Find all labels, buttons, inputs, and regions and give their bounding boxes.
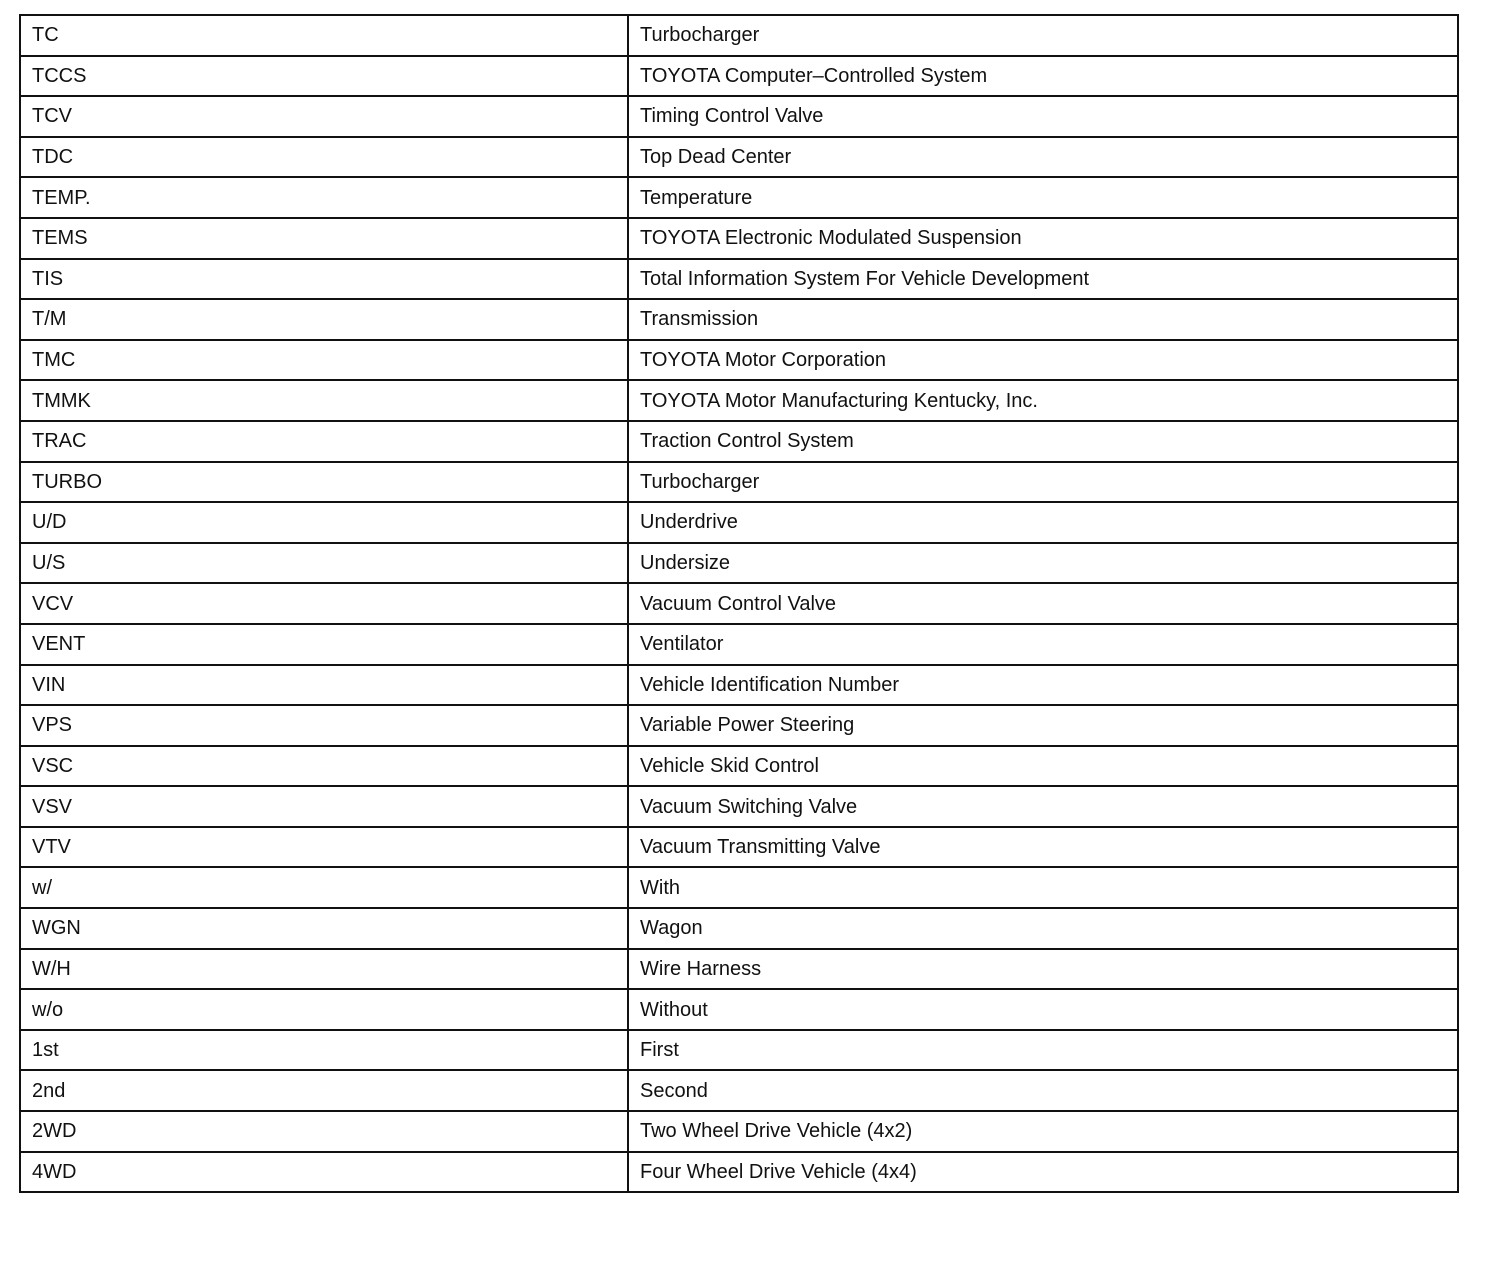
meaning-cell: Temperature	[628, 177, 1458, 218]
meaning-cell: Variable Power Steering	[628, 705, 1458, 746]
table-row	[20, 259, 1458, 300]
abbreviation-cell: U/S	[20, 543, 628, 584]
meaning-cell: Timing Control Valve	[628, 96, 1458, 137]
meaning-cell: Traction Control System	[628, 421, 1458, 462]
table-row	[20, 1152, 1458, 1193]
table-row	[20, 1111, 1458, 1152]
meaning-cell: Ventilator	[628, 624, 1458, 665]
abbreviation-cell: VSC	[20, 746, 628, 787]
abbreviation-cell: TEMP.	[20, 177, 628, 218]
abbreviation-cell: TCCS	[20, 56, 628, 97]
table-row	[20, 543, 1458, 584]
table-row	[20, 786, 1458, 827]
table-row	[20, 340, 1458, 381]
table-row	[20, 583, 1458, 624]
abbreviation-cell: VTV	[20, 827, 628, 868]
abbreviation-cell: TMC	[20, 340, 628, 381]
meaning-cell: TOYOTA Motor Corporation	[628, 340, 1458, 381]
meaning-cell: Transmission	[628, 299, 1458, 340]
abbreviation-cell: TCV	[20, 96, 628, 137]
abbreviation-cell: TC	[20, 15, 628, 56]
abbreviation-cell: TURBO	[20, 462, 628, 503]
meaning-cell: Turbocharger	[628, 462, 1458, 503]
table-row	[20, 421, 1458, 462]
table-row	[20, 867, 1458, 908]
table-row	[20, 96, 1458, 137]
abbreviation-cell: TEMS	[20, 218, 628, 259]
table-row	[20, 218, 1458, 259]
abbreviation-cell: VENT	[20, 624, 628, 665]
meaning-cell: First	[628, 1030, 1458, 1071]
table-row	[20, 137, 1458, 178]
abbreviation-table-body	[20, 15, 1458, 1192]
table-row	[20, 989, 1458, 1030]
abbreviation-cell: 4WD	[20, 1152, 628, 1193]
table-row	[20, 827, 1458, 868]
meaning-cell: Without	[628, 989, 1458, 1030]
table-row	[20, 705, 1458, 746]
abbreviation-table	[19, 14, 1459, 1193]
abbreviation-cell: VCV	[20, 583, 628, 624]
abbreviation-cell: TDC	[20, 137, 628, 178]
meaning-cell: Second	[628, 1070, 1458, 1111]
table-row	[20, 299, 1458, 340]
meaning-cell: Vacuum Control Valve	[628, 583, 1458, 624]
meaning-cell: Total Information System For Vehicle Development	[628, 259, 1458, 300]
table-row	[20, 15, 1458, 56]
table-row	[20, 177, 1458, 218]
meaning-cell: TOYOTA Computer–Controlled System	[628, 56, 1458, 97]
meaning-cell: Undersize	[628, 543, 1458, 584]
abbreviation-cell: WGN	[20, 908, 628, 949]
abbreviation-cell: W/H	[20, 949, 628, 990]
meaning-cell: TOYOTA Motor Manufacturing Kentucky, Inc.	[628, 380, 1458, 421]
table-row	[20, 380, 1458, 421]
abbreviation-cell: 2WD	[20, 1111, 628, 1152]
table-row	[20, 949, 1458, 990]
meaning-cell: Two Wheel Drive Vehicle (4x2)	[628, 1111, 1458, 1152]
meaning-cell: Vacuum Transmitting Valve	[628, 827, 1458, 868]
abbreviation-cell: w/o	[20, 989, 628, 1030]
meaning-cell: Underdrive	[628, 502, 1458, 543]
abbreviation-cell: VIN	[20, 665, 628, 706]
abbreviation-cell: TRAC	[20, 421, 628, 462]
meaning-cell: TOYOTA Electronic Modulated Suspension	[628, 218, 1458, 259]
abbreviation-cell: VSV	[20, 786, 628, 827]
abbreviation-cell: U/D	[20, 502, 628, 543]
abbreviation-cell: 1st	[20, 1030, 628, 1071]
table-row	[20, 665, 1458, 706]
abbreviation-cell: TIS	[20, 259, 628, 300]
table-row	[20, 56, 1458, 97]
meaning-cell: Wire Harness	[628, 949, 1458, 990]
meaning-cell: Vacuum Switching Valve	[628, 786, 1458, 827]
meaning-cell: Vehicle Skid Control	[628, 746, 1458, 787]
meaning-cell: Top Dead Center	[628, 137, 1458, 178]
abbreviation-cell: TMMK	[20, 380, 628, 421]
table-row	[20, 1030, 1458, 1071]
meaning-cell: Four Wheel Drive Vehicle (4x4)	[628, 1152, 1458, 1193]
meaning-cell: Vehicle Identification Number	[628, 665, 1458, 706]
meaning-cell: Wagon	[628, 908, 1458, 949]
abbreviation-cell: T/M	[20, 299, 628, 340]
table-row	[20, 462, 1458, 503]
table-row	[20, 746, 1458, 787]
meaning-cell: Turbocharger	[628, 15, 1458, 56]
abbreviation-cell: w/	[20, 867, 628, 908]
table-row	[20, 624, 1458, 665]
abbreviation-cell: 2nd	[20, 1070, 628, 1111]
table-row	[20, 502, 1458, 543]
table-row	[20, 908, 1458, 949]
abbreviation-cell: VPS	[20, 705, 628, 746]
table-row	[20, 1070, 1458, 1111]
meaning-cell: With	[628, 867, 1458, 908]
